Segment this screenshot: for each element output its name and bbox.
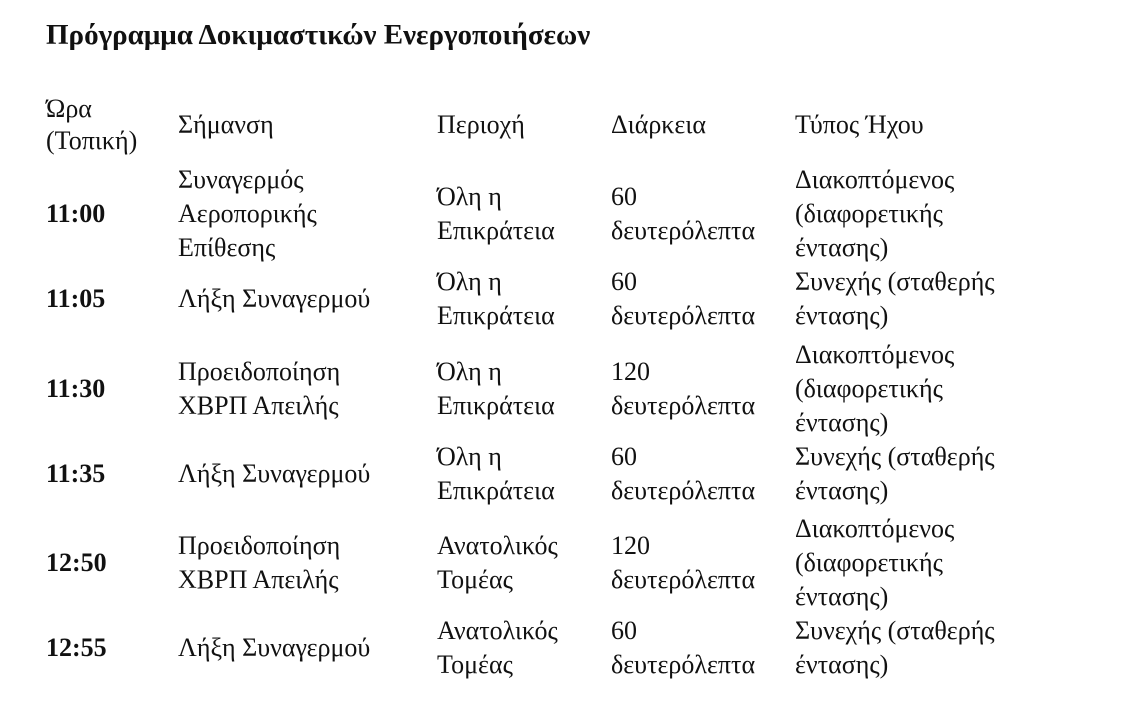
- row-area-line: Επικράτεια: [437, 301, 555, 330]
- row-time: 12:55: [46, 633, 107, 662]
- row-duration: [611, 529, 755, 597]
- row-duration-line: 120: [611, 357, 650, 386]
- page-title: Πρόγραμμα Δοκιμαστικών Ενεργοποιήσεων: [46, 19, 591, 51]
- header-area: Περιοχή: [437, 110, 525, 139]
- row-area-line: Ανατολικός: [437, 531, 558, 560]
- header-duration: Διάρκεια: [611, 110, 706, 139]
- row-duration: [611, 614, 755, 682]
- row-duration: [611, 355, 755, 423]
- row-signal: [178, 282, 370, 316]
- row-duration-line: δευτερόλεπτα: [611, 301, 756, 330]
- row-sound-line: έντασης): [795, 650, 889, 679]
- row-area-line: Ανατολικός: [437, 616, 558, 645]
- row-signal: [178, 529, 340, 597]
- row-area-line: Όλη η: [437, 357, 502, 386]
- row-sound-line: έντασης): [795, 301, 889, 330]
- row-sound-line: (διαφορετικής: [795, 199, 943, 228]
- row-sound: [795, 512, 954, 614]
- row-sound: [795, 265, 995, 333]
- row-sound-line: Συνεχής (σταθερής: [795, 616, 995, 645]
- row-sound-line: Διακοπτόμενος: [795, 340, 955, 369]
- row-sound-line: (διαφορετικής: [795, 548, 943, 577]
- row-duration-line: 60: [611, 616, 637, 645]
- row-duration-line: δευτερόλεπτα: [611, 650, 756, 679]
- row-sound-line: Διακοπτόμενος: [795, 514, 955, 543]
- row-area-line: Επικράτεια: [437, 391, 555, 420]
- row-sound: [795, 338, 954, 440]
- row-signal-line: Συναγερμός: [178, 165, 304, 194]
- row-area: [437, 614, 558, 682]
- row-duration-line: δευτερόλεπτα: [611, 391, 756, 420]
- row-time: 11:35: [46, 459, 106, 488]
- header-signal: Σήμανση: [178, 110, 274, 139]
- row-area: [437, 440, 555, 508]
- row-signal-line: Λήξη Συναγερμού: [178, 633, 371, 662]
- row-area-line: Επικράτεια: [437, 216, 555, 245]
- row-signal-line: Λήξη Συναγερμού: [178, 284, 371, 313]
- row-signal: [178, 631, 370, 665]
- row-sound-line: Συνεχής (σταθερής: [795, 267, 995, 296]
- row-sound: [795, 163, 954, 265]
- row-signal-line: ΧΒΡΠ Απειλής: [178, 565, 339, 594]
- row-sound: [795, 614, 995, 682]
- row-time: 11:05: [46, 284, 106, 313]
- row-signal-line: Αεροπορικής: [178, 199, 317, 228]
- header-sound: Τύπος Ήχου: [795, 110, 924, 139]
- row-signal-line: Λήξη Συναγερμού: [178, 459, 371, 488]
- row-area-line: Όλη η: [437, 442, 502, 471]
- row-signal-line: Προειδοποίηση: [178, 357, 341, 386]
- row-duration: [611, 180, 755, 248]
- row-area: [437, 355, 555, 423]
- row-sound: [795, 440, 995, 508]
- row-duration-line: δευτερόλεπτα: [611, 476, 756, 505]
- row-area: [437, 265, 555, 333]
- row-sound-line: έντασης): [795, 476, 889, 505]
- row-duration: [611, 440, 755, 508]
- row-signal-line: ΧΒΡΠ Απειλής: [178, 391, 339, 420]
- row-area: [437, 180, 555, 248]
- row-duration-line: 60: [611, 442, 637, 471]
- row-sound-line: (διαφορετικής: [795, 374, 943, 403]
- row-signal-line: Προειδοποίηση: [178, 531, 341, 560]
- row-area-line: Όλη η: [437, 182, 502, 211]
- row-sound-line: έντασης): [795, 408, 889, 437]
- row-sound-line: Συνεχής (σταθερής: [795, 442, 995, 471]
- row-signal: [178, 457, 370, 491]
- row-duration-line: 60: [611, 267, 637, 296]
- row-area-line: Όλη η: [437, 267, 502, 296]
- row-signal: [178, 355, 340, 423]
- row-sound-line: έντασης): [795, 233, 889, 262]
- row-area-line: Τομέας: [437, 565, 513, 594]
- row-duration: [611, 265, 755, 333]
- row-time: 12:50: [46, 548, 107, 577]
- row-duration-line: δευτερόλεπτα: [611, 216, 756, 245]
- row-duration-line: 60: [611, 182, 637, 211]
- header-time-line2: (Τοπική): [46, 126, 138, 155]
- row-duration-line: δευτερόλεπτα: [611, 565, 756, 594]
- row-duration-line: 120: [611, 531, 650, 560]
- header-time-line1: Ώρα: [46, 94, 92, 123]
- row-sound-line: έντασης): [795, 582, 889, 611]
- row-area-line: Τομέας: [437, 650, 513, 679]
- row-time: 11:00: [46, 199, 106, 228]
- row-signal: [178, 163, 317, 265]
- row-time: 11:30: [46, 374, 106, 403]
- row-area: [437, 529, 558, 597]
- row-signal-line: Επίθεσης: [178, 233, 276, 262]
- row-sound-line: Διακοπτόμενος: [795, 165, 955, 194]
- header-time: [46, 93, 137, 157]
- row-area-line: Επικράτεια: [437, 476, 555, 505]
